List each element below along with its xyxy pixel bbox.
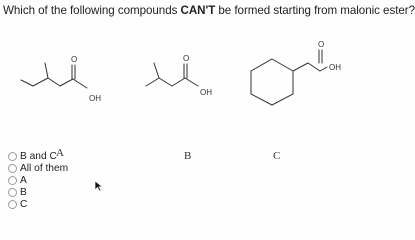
structure-b-bonds xyxy=(146,63,198,86)
radio-button[interactable] xyxy=(8,164,17,173)
option-c[interactable] xyxy=(8,199,68,211)
structure-c-bonds xyxy=(251,50,327,105)
structure-a-oxygen-label: O xyxy=(71,55,78,64)
structure-c-hydroxyl-label: OH xyxy=(329,63,341,72)
option-label: A xyxy=(20,174,27,186)
structure-a-label: A xyxy=(56,147,64,159)
radio-button[interactable] xyxy=(8,188,17,197)
radio-button[interactable] xyxy=(8,176,17,185)
answer-options xyxy=(8,150,68,211)
option-label: B xyxy=(20,187,27,199)
structure-b-oxygen-label: O xyxy=(183,54,190,63)
structure-a-bonds xyxy=(21,63,87,88)
option-label: C xyxy=(20,199,28,211)
question-suffix: be formed starting from malonic ester? xyxy=(215,4,415,17)
option-a[interactable] xyxy=(8,174,68,186)
structure-b-hydroxyl-label: OH xyxy=(200,88,212,97)
structure-c-oxygen-label: O xyxy=(318,40,325,49)
option-b[interactable] xyxy=(8,187,68,199)
option-label: All of them xyxy=(20,162,69,174)
question-emphasis: CAN'T xyxy=(180,4,216,17)
option-all-of-them[interactable] xyxy=(8,162,68,174)
radio-button[interactable] xyxy=(8,200,17,209)
structure-a-hydroxyl-label: OH xyxy=(89,94,101,103)
question-prefix: Which of the following compounds xyxy=(3,4,181,17)
structure-c-label: C xyxy=(273,150,281,162)
option-b-and-c[interactable] xyxy=(8,150,68,162)
mouse-pointer-icon xyxy=(94,180,104,192)
structure-b-label: B xyxy=(184,150,192,162)
radio-button[interactable] xyxy=(8,152,17,161)
option-label: B and C xyxy=(20,150,57,162)
